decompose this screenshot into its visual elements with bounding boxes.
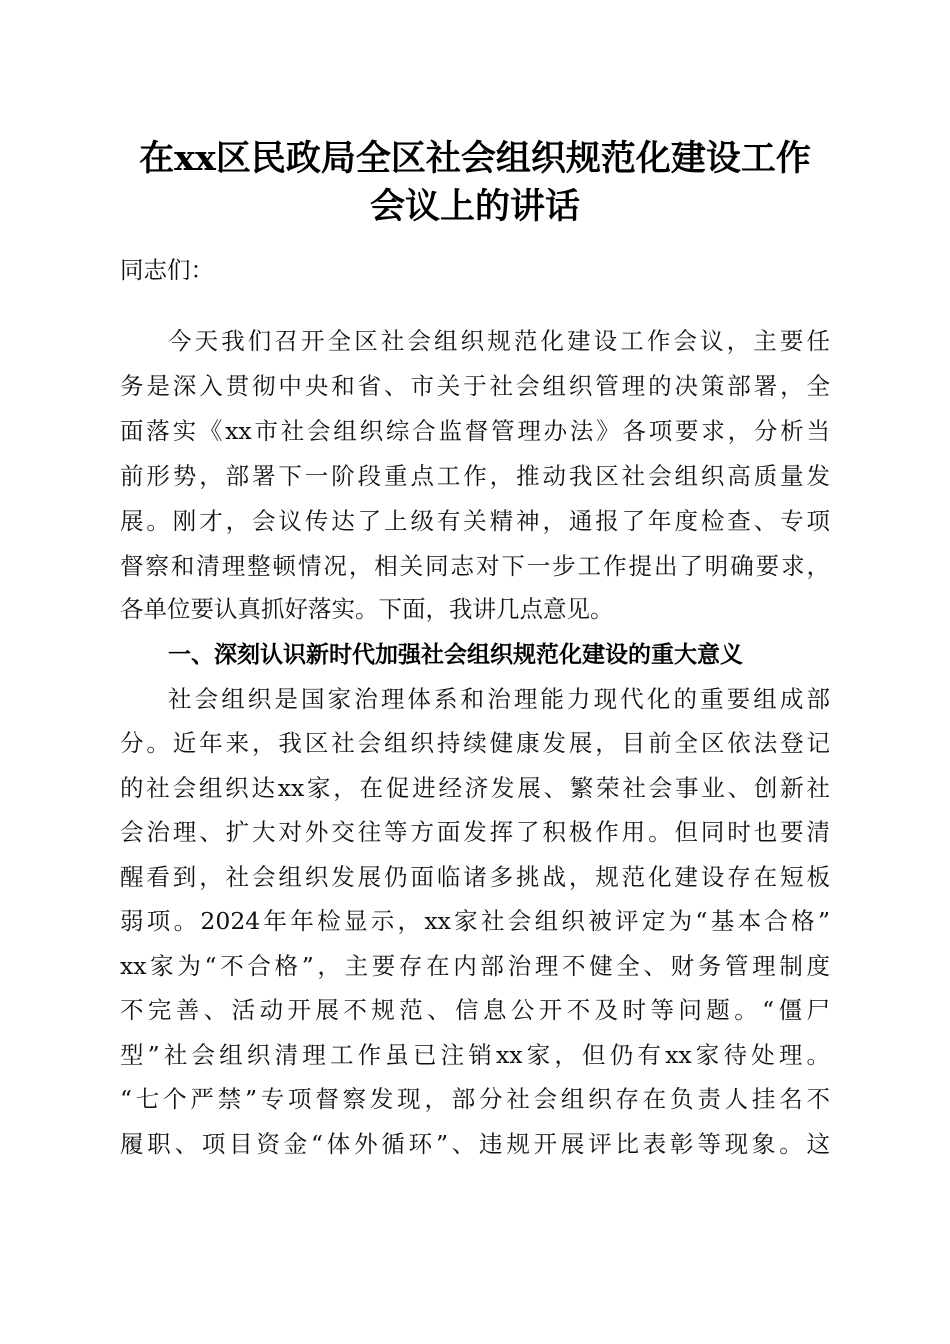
section-1-line-10: “七个严禁”专项督察发现，部分社会组织存在负责人挂名不	[120, 1085, 830, 1113]
intro-line-1: 今天我们召开全区社会组织规范化建设工作会议，主要任	[168, 327, 830, 355]
intro-line-2: 务是深入贯彻中央和省、市关于社会组织管理的决策部署，全	[120, 372, 830, 400]
section-1-heading: 一、深刻认识新时代加强社会组织规范化建设的重大意义	[168, 642, 743, 668]
section-1-line-3: 的社会组织达xx家，在促进经济发展、繁荣社会事业、创新社	[120, 774, 830, 802]
section-1-line-4: 会治理、扩大对外交往等方面发挥了积极作用。但同时也要清	[120, 818, 830, 846]
intro-line-7: 各单位要认真抓好落实。下面，我讲几点意见。	[120, 595, 614, 623]
intro-line-5: 展。刚才，会议传达了上级有关精神，通报了年度检查、专项	[120, 507, 830, 535]
section-1-line-2: 分。近年来，我区社会组织持续健康发展，目前全区依法登记	[120, 729, 830, 757]
section-1-line-11: 履职、项目资金“体外循环”、违规开展评比表彰等现象。这	[120, 1130, 830, 1158]
section-1-line-6: 弱项。2024年年检显示，xx家社会组织被评定为“基本合格”	[120, 907, 830, 935]
intro-line-6: 督察和清理整顿情况，相关同志对下一步工作提出了明确要求，	[120, 552, 830, 580]
section-1-line-9: 型”社会组织清理工作虽已注销xx家，但仍有xx家待处理。	[120, 1041, 830, 1069]
section-1-line-5: 醒看到，社会组织发展仍面临诸多挑战，规范化建设存在短板	[120, 863, 830, 891]
document-title-line-1: 在xx区民政局全区社会组织规范化建设工作	[139, 138, 811, 179]
salutation: 同志们：	[120, 256, 214, 284]
intro-line-4: 前形势，部署下一阶段重点工作，推动我区社会组织高质量发	[120, 462, 830, 490]
document-title-line-2: 会议上的讲话	[369, 186, 580, 227]
section-1-line-8: 不完善、活动开展不规范、信息公开不及时等问题。“僵尸	[120, 996, 830, 1024]
section-1-line-7: xx家为“不合格”，主要存在内部治理不健全、财务管理制度	[120, 952, 830, 980]
section-1-line-1: 社会组织是国家治理体系和治理能力现代化的重要组成部	[168, 685, 830, 713]
intro-line-3: 面落实《xx市社会组织综合监督管理办法》各项要求，分析当	[120, 417, 830, 445]
